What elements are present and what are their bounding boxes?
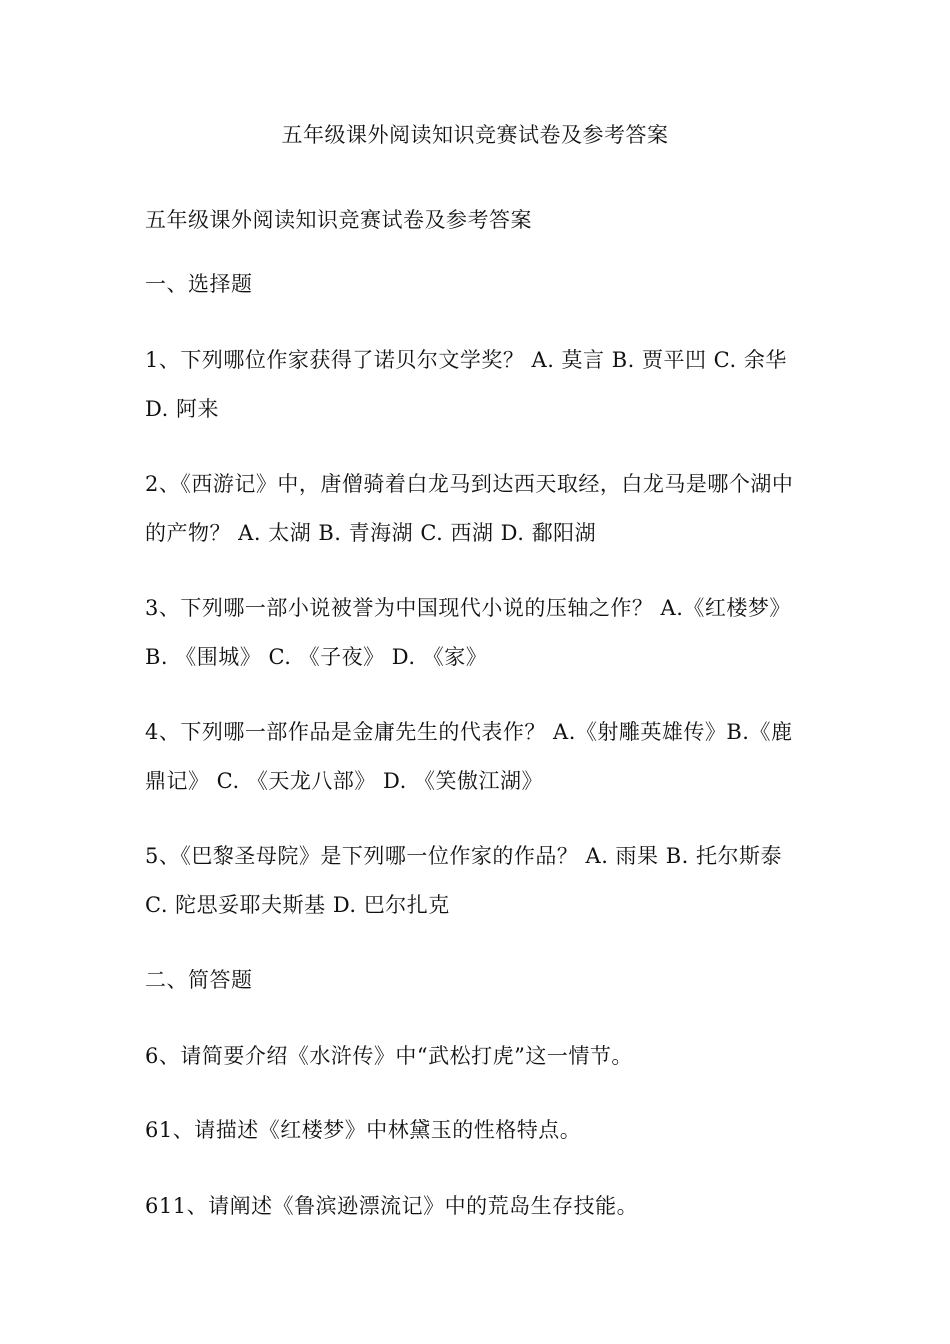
section-heading-text: 一、选择题	[145, 272, 253, 296]
question-5	[145, 832, 810, 930]
section-heading-text: 二、简答题	[145, 968, 253, 992]
question-1	[145, 336, 810, 434]
question-text: 5、《巴黎圣母院》是下列哪一位作家的作品？ A. 雨果 B. 托尔斯泰 C. 陀思妥耶夫斯基 D. 巴尔扎克	[145, 844, 783, 917]
section-heading-short-answer	[145, 956, 810, 1005]
subtitle-text: 五年级课外阅读知识竞赛试卷及参考答案	[145, 208, 532, 232]
question-text: 4、下列哪一部作品是金庸先生的代表作？ A.《射雕英雄传》B.《鹿鼎记》 C. 《天龙八部》 D. 《笑傲江湖》	[145, 720, 793, 793]
question-text: 2、《西游记》中，唐僧骑着白龙马到达西天取经，白龙马是哪个湖中的产物？ A. 太湖 B. 青海湖 C. 西湖 D. 鄱阳湖	[145, 472, 794, 545]
short-answer-611	[145, 1182, 810, 1231]
question-text: 611、请阐述《鲁滨逊漂流记》中的荒岛生存技能。	[145, 1194, 639, 1218]
question-2	[145, 460, 810, 558]
question-text: 3、下列哪一部小说被誉为中国现代小说的压轴之作？ A.《红楼梦》 B. 《围城》 C. 《子夜》 D. 《家》	[145, 596, 791, 669]
section-heading-choice	[145, 260, 810, 309]
question-text: 6、请简要介绍《水浒传》中“武松打虎”这一情节。	[145, 1044, 633, 1068]
document-subtitle	[145, 196, 810, 245]
document-title: 五年级课外阅读知识竞赛试卷及参考答案	[281, 123, 669, 147]
question-4	[145, 708, 810, 806]
question-text: 61、请描述《红楼梦》中林黛玉的性格特点。	[145, 1118, 582, 1142]
short-answer-61	[145, 1106, 810, 1155]
question-text: 1、下列哪位作家获得了诺贝尔文学奖？ A. 莫言 B. 贾平凹 C. 余华 D. 阿来	[145, 348, 787, 421]
short-answer-6	[145, 1032, 810, 1081]
question-3	[145, 584, 810, 682]
